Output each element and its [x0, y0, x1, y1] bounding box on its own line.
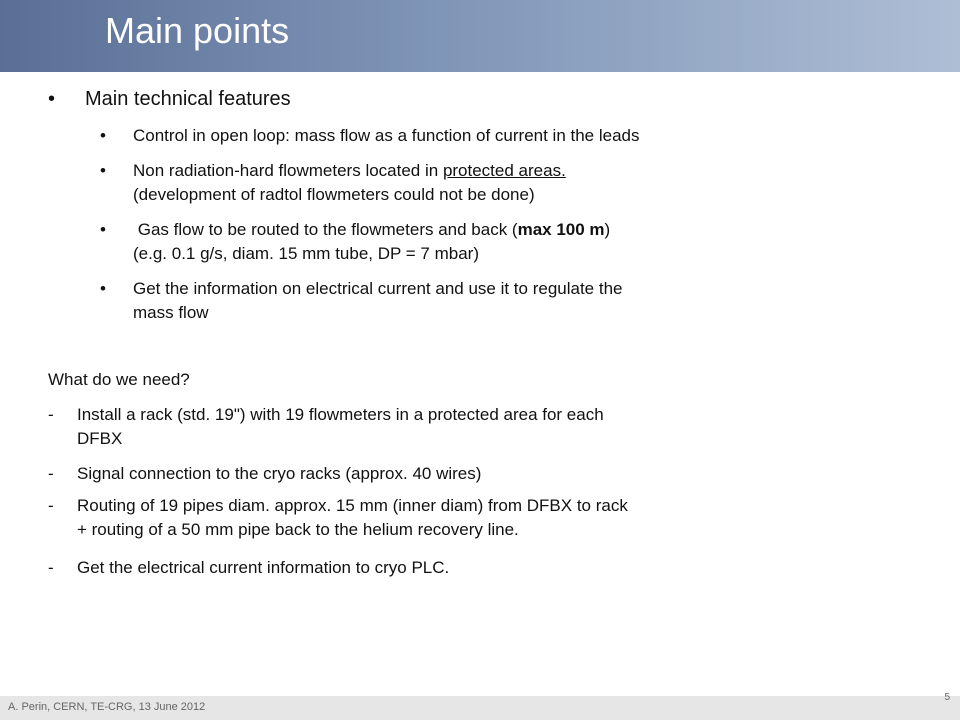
- feature-line: mass flow: [133, 303, 209, 322]
- question-heading: What do we need?: [48, 370, 190, 389]
- need-text: [77, 556, 449, 580]
- slide-header-bar: [0, 0, 960, 72]
- feature-line: (development of radtol flowmeters could not be done): [133, 185, 535, 204]
- dash-marker: -: [48, 405, 54, 424]
- feature-line: (e.g. 0.1 g/s, diam. 15 mm tube, DP = 7 mbar): [133, 244, 479, 263]
- need-text: [77, 462, 481, 486]
- bullet-icon: •: [48, 88, 56, 110]
- need-line: DFBX: [77, 429, 123, 448]
- need-text: [77, 494, 628, 542]
- feature-line: Get the information on electrical current and use it to regulate the: [133, 279, 623, 298]
- dash-marker: -: [48, 464, 54, 483]
- need-line: + routing of a 50 mm pipe back to the helium recovery line.: [77, 520, 519, 539]
- need-text: [77, 403, 604, 451]
- section-heading: Main technical features: [85, 88, 291, 110]
- feature-line: [133, 218, 610, 242]
- dash-marker: -: [48, 558, 54, 577]
- bullet-icon: •: [100, 161, 106, 180]
- feature-text: [133, 159, 566, 207]
- need-line: Install a rack (std. 19") with 19 flowmeters in a protected area for each: [77, 405, 604, 424]
- feature-line: Control in open loop: mass flow as a function of current in the leads: [133, 126, 640, 145]
- bullet-icon: •: [100, 220, 106, 239]
- bullet-icon: •: [100, 279, 106, 298]
- need-line: Signal connection to the cryo racks (approx. 40 wires): [77, 464, 482, 483]
- slide-footer: [0, 692, 960, 720]
- page-number: 5: [944, 692, 950, 703]
- text-run: Non radiation-hard flowmeters located in: [133, 161, 443, 180]
- underlined-text: protected areas.: [442, 161, 566, 180]
- slide-title: Main points: [105, 10, 290, 51]
- feature-text: [133, 277, 623, 325]
- bullet-icon: •: [100, 126, 106, 145]
- feature-text: [133, 124, 640, 148]
- text-run: Gas flow to be routed to the flowmeters and back (: [133, 220, 518, 239]
- feature-line: [133, 159, 566, 183]
- footer-text: A. Perin, CERN, TE-CRG, 13 June 2012: [8, 701, 206, 713]
- bold-text: max 100 m: [517, 220, 605, 239]
- need-line: Get the electrical current information to cryo PLC.: [77, 558, 450, 577]
- dash-marker: -: [48, 496, 54, 515]
- text-run: ): [604, 220, 611, 239]
- feature-text: [133, 218, 610, 266]
- need-line: Routing of 19 pipes diam. approx. 15 mm (inner diam) from DFBX to rack: [77, 496, 628, 515]
